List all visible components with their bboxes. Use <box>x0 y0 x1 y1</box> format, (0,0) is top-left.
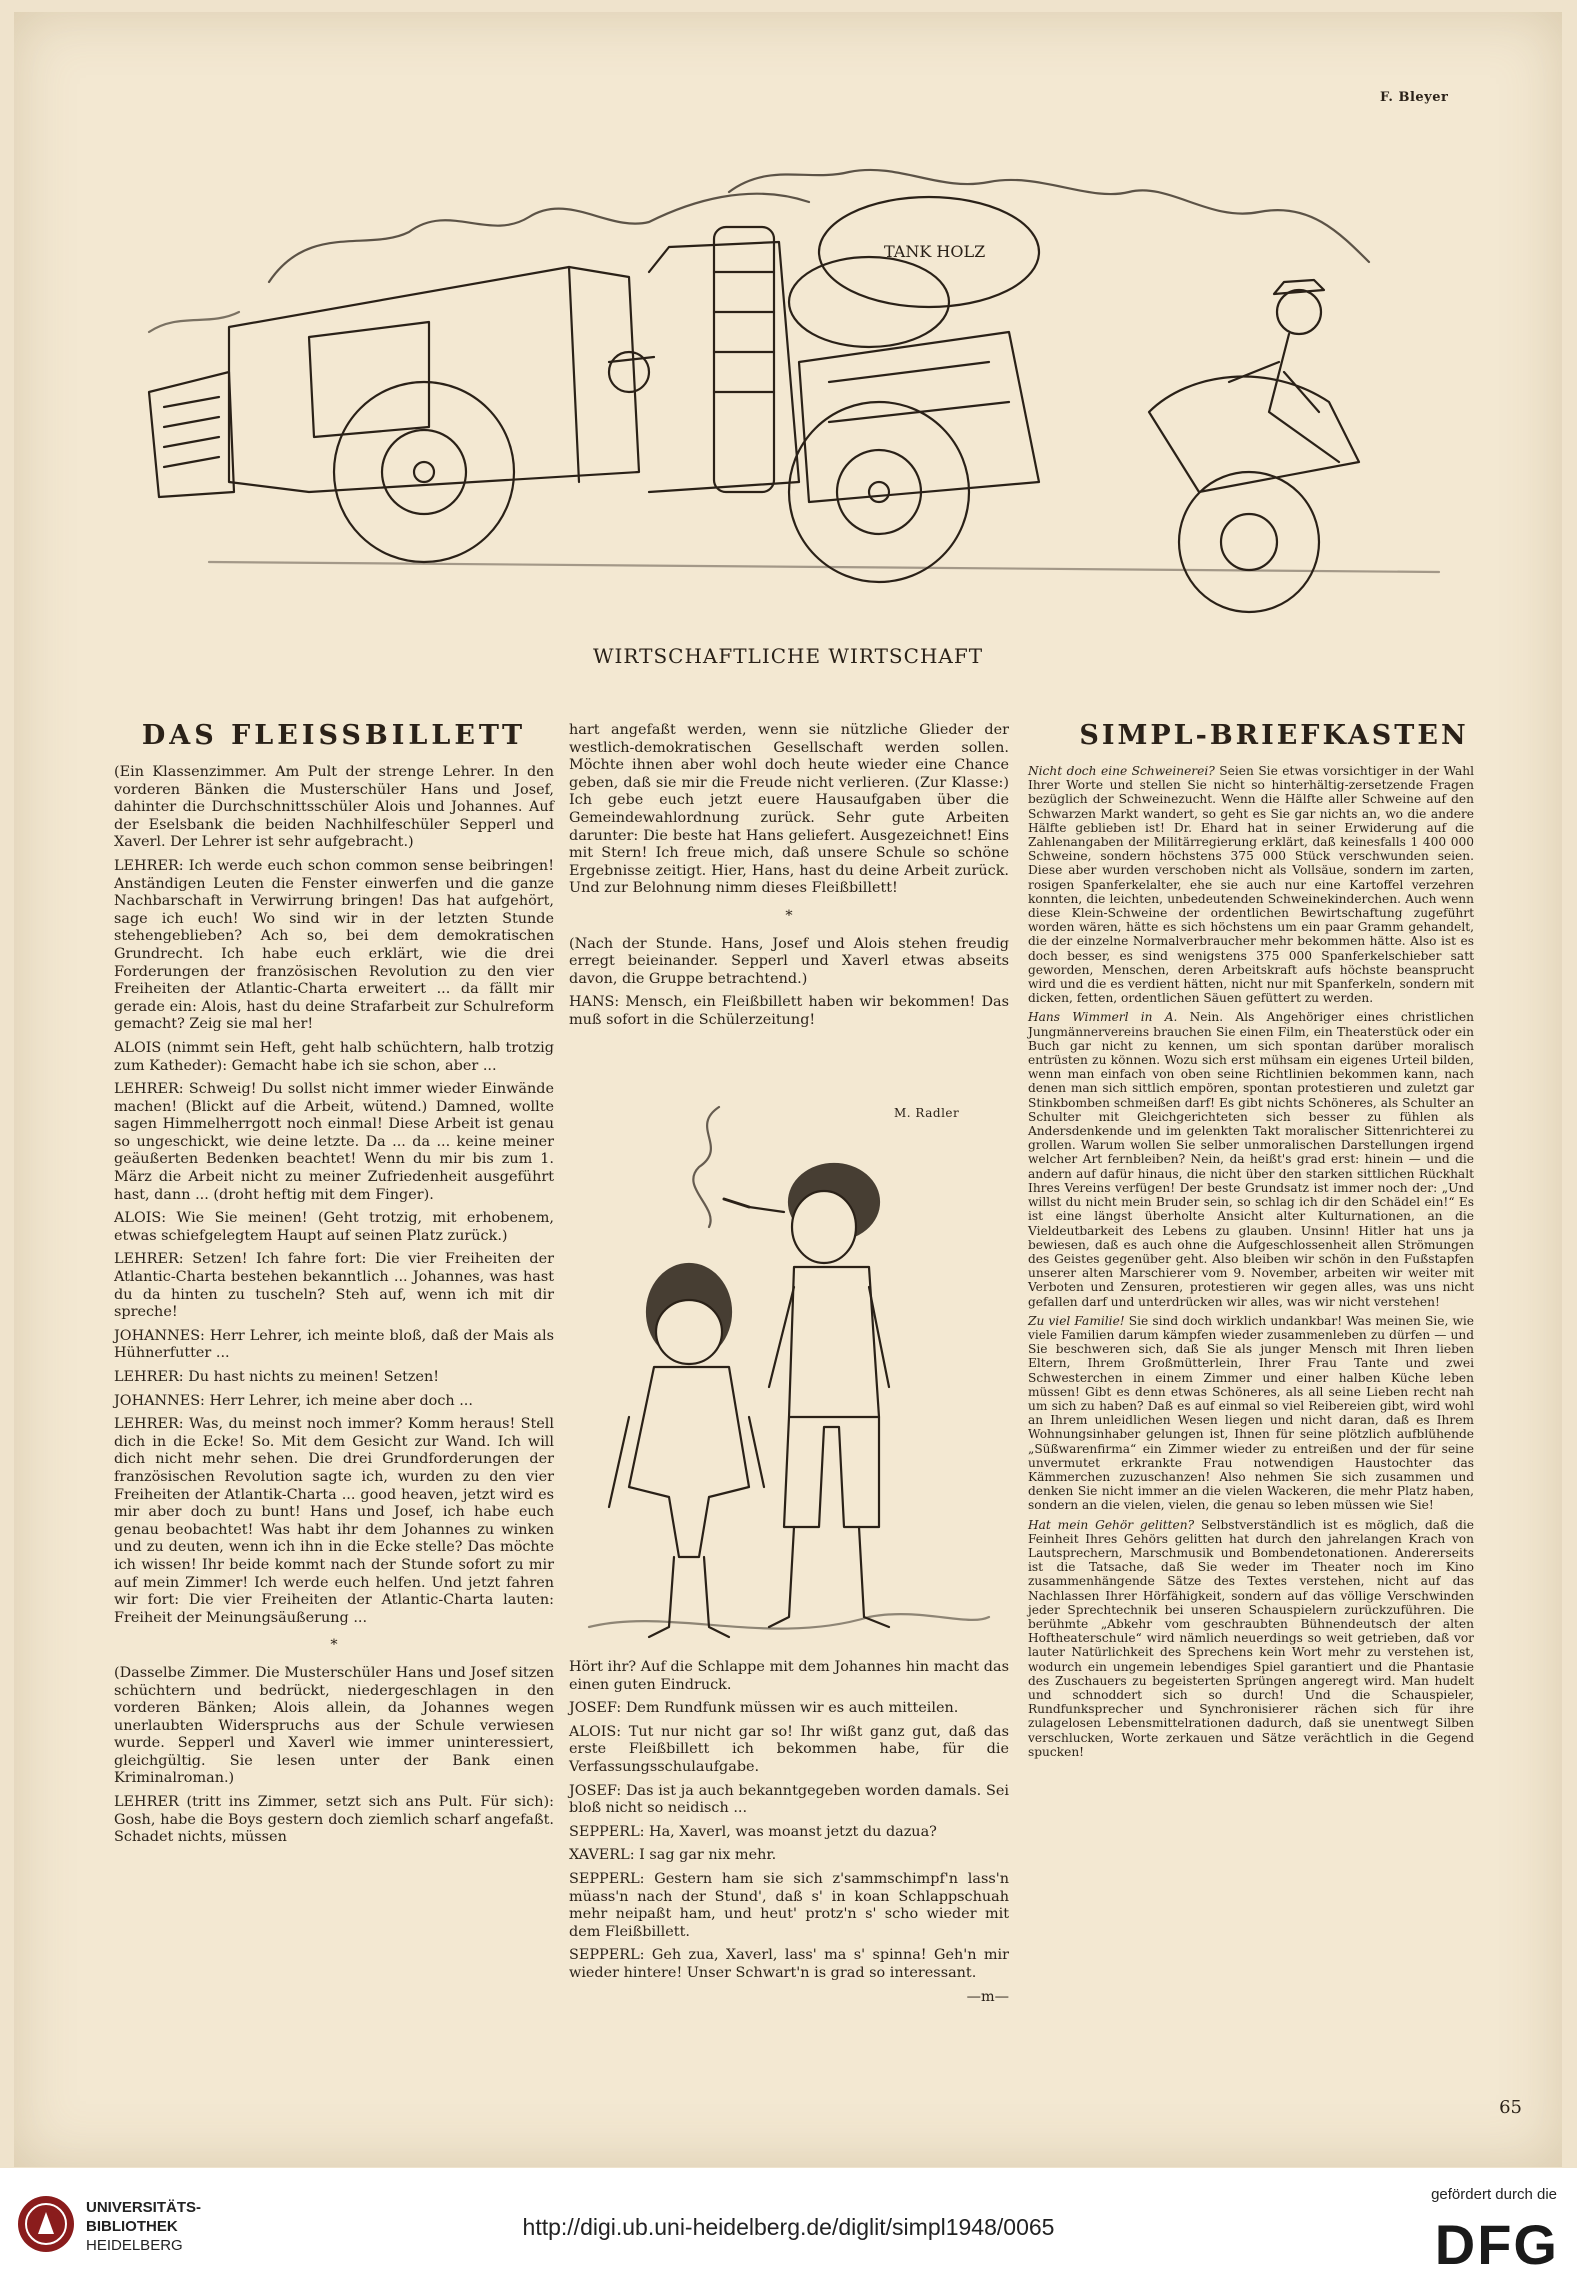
library-name-line: HEIDELBERG <box>86 2237 183 2254</box>
dfg-logo: DFG <box>1434 2213 1559 2276</box>
letter-entry <box>1028 1518 1474 1759</box>
paragraph: LEHRER: Ich werde euch schon common sense beibringen! Anständigen Leuten die Fenster einwerfen und die ganze Nachbarschaft in Verwirrung bringen! Das hat aufgehört, sage ich euch! Wo sind wir in der letzten Stunde stehengeblieben? Ach so, bei dem demokratischen Grundrecht. Ich habe euch erklärt, wie die drei Forderungen der französischen Revolution zu den vier Freiheiten der Atlantic-Charta erweitert ... da fällt mir gerade ein: Alois, hast du deine Strafarbeit zur Schulreform gemacht? Zeig sie mal her! <box>114 857 554 1033</box>
illustrator-credit-top: F. Bleyer <box>1380 90 1449 105</box>
paragraph: LEHRER: Du hast nichts zu meinen! Setzen! <box>114 1369 440 1385</box>
letter-entry <box>1028 1314 1474 1513</box>
letter-lead: Hat mein Gehör gelitten? <box>1028 1517 1195 1532</box>
letter-lead: Hans Wimmerl in A. <box>1028 1010 1178 1025</box>
column-right <box>1028 764 1474 1764</box>
paragraph: LEHRER (tritt ins Zimmer, setzt sich ans Pult. Für sich): Gosh, habe die Boys gestern doch ziemlich scharf angefaßt. Schadet nichts, müssen <box>114 1794 554 1846</box>
letter-entry <box>1028 764 1474 1005</box>
paragraph: LEHRER: Schweig! Du sollst nicht immer wieder Einwände machen! (Blickt auf die Arbeit, wütend.) Damned, wollte sagen Himmelherrgott noch einmal! Diese Arbeit ist genau so ungeschickt, wie deine letzte. Da ... da ... keine meiner geäußerten Bedenken beachtet! Wenn du mir bis zum 1. März die Arbeit nicht zu meiner Zufriedenheit ausgeführt hast, dann ... (droht heftig mit dem Finger). <box>114 1081 554 1203</box>
letter-text: Seien Sie etwas vorsichtiger in der Wahl Ihrer Worte und stellen Sie nicht so hinterhältig-zersetzende Fragen bezüglich der Schweinezucht. Wenn die Hälfte aller Schweine auf den Schwarzen Markt wandert, so geht es Sie gar nichts an, wo die andere Hälfte geblieben ist! Dr. Ehard hat in seiner Erwiderung auf die Zahlenangaben der Militärregierung erklärt, daß keinesfalls 1 400 000 Schweine, sondern höchstens 375 000 Stück verschwunden seien. Diese aber wurden verschoben nicht als Vollsäue, sondern im zarten, rosigen Spanferkelalter, ehe sie auch nur eine Kartoffel verzehren konnten, die leichten, unbedeutenden Schweinekinderchen. Auch wenn diese Klein-Schweine der ordentlichen Bewirtschaftung zugeführt worden wären, hätte es sich höchstens um ein paar Gramm gehandelt, die der einzelne Normalverbraucher mehr bekommen hätte. Also ist es doch besser, es sind wenigstens 375 000 Spanferkelschieber satt geworden, Menschen, deren Arbeitskraft aufs höchste beansprucht wird und die es verdient hätten, nicht nur mit Spanferkeln, sondern mit dicken, fetten, ordentlichen Säuen gefüttert zu werden. <box>1028 764 1474 1006</box>
paragraph: JOHANNES: Herr Lehrer, ich meine aber doch ... <box>114 1392 473 1409</box>
library-name-line: UNIVERSITÄTS- <box>86 2199 202 2216</box>
paragraph: LEHRER: Setzen! Ich fahre fort: Die vier Freiheiten der Atlantic-Charta bestehen bekanntlich ... Johannes, was hast du da hinten zu tuscheln? Steh auf, wenn ich mit dir spreche! <box>114 1251 554 1321</box>
page-number: 65 <box>1499 2097 1522 2118</box>
paragraph: ALOIS: Wie Sie meinen! (Geht trotzig, mit erhobenem, etwas schiefgelegtem Haupt auf seinen Platz zurück.) <box>114 1210 554 1244</box>
permalink-url[interactable]: http://digi.ub.uni-heidelberg.de/diglit/simpl1948/0065 <box>522 2214 1055 2240</box>
illustration-caption: WIRTSCHAFTLICHE WIRTSCHAFT <box>592 644 984 668</box>
letter-lead: Nicht doch eine Schweinerei? <box>1028 764 1215 778</box>
article-title-fleissbillett: DAS FLEISSBILLETT <box>141 720 527 751</box>
paragraph: SEPPERL: Geh zua, Xaverl, lass' ma s' spinna! Geh'n mir wieder hintere! Unser Schwart'n is grad so interessant. <box>569 1947 1009 1981</box>
section-separator: * <box>330 1637 338 1654</box>
digitization-footer <box>0 2168 1577 2288</box>
paragraph: LEHRER: Was, du meinst noch immer? Komm heraus! Stell dich in die Ecke! So. Mit dem Gesicht zur Wand. Ich will dich nicht mehr sehen. Die drei Grundforderungen der französischen Revolution sagte ich, wurden zu den vier Freiheiten der Atlantik-Charta ... good heaven, jetzt wird es mir aber doch zu bunt! Hans und Josef, ich habe euch genau beobachtet! Was habt ihr dem Johannes zu winken und zu deuten, wenn ich ihn in die Ecke stelle? Das möchte ich wissen! Ihr beide kommt nach der Stunde sofort zu mir auf mein Zimmer! Ich werde euch helfen. Und jetzt fahren wir fort: Die vier Freiheiten der Atlantic-Charta lauten: Freiheit der Meinungsäußerung ... <box>114 1416 554 1626</box>
letter-text: Sie sind doch wirklich undankbar! Was meinen Sie, wie viele Familien darum kämpfen wieder zusammenleben zu dürfen — und Sie beschweren sich, daß Sie als junger Mensch mit Ihren lieben Eltern, Ihrem Großmütterlein, Ihrer Frau Tante und zwei Schwesterchen in einem Zimmer und einer halben Küche leben müssen! Gibt es denn etwas Schöneres, als all seine Lieben recht nah um sich zu haben? Daß es auf einmal so viel Reibereien gibt, wird wohl an Ihrem unleidlichen Wesen liegen und nicht daran, daß es Ihrem Wohnungsinhaber gelungen ist, Ihnen für seine plötzlich aufblühende „Süßwarenfirma“ ein Zimmer wieder zu entreißen und der für seine unvermutet erkrankte Frau notwendigen Haustochter das Kämmerchen zuzuschanzen! Also nehmen Sie sich zusammen und denken Sie nicht immer an die vielen Wackeren, die mehr Platz haben, sondern an die vielen, vielen, die genau so leben müssen wie Sie! <box>1028 1313 1474 1513</box>
illustrator-credit-middle: M. Radler <box>894 1106 960 1120</box>
paragraph: SEPPERL: Ha, Xaverl, was moanst jetzt du dazua? <box>569 1823 937 1840</box>
truck-illustration <box>109 162 1509 632</box>
paragraph: (Ein Klassenzimmer. Am Pult der strenge Lehrer. In den vorderen Bänken die Musterschüler Hans und Josef, dahinter die Durchschnittsschüler Alois und Johannes. Auf der Eselsbank die beiden Nachhilfeschüler Sepperl und Xaverl. Der Lehrer ist sehr aufgebracht.) <box>114 764 554 851</box>
paragraph: JOHANNES: Herr Lehrer, ich meinte bloß, daß der Mais als Hühnerfutter ... <box>114 1327 554 1362</box>
column-left <box>114 764 554 1853</box>
paragraph: JOSEF: Das ist ja auch bekanntgegeben worden damals. Sei bloß nicht so neidisch ... <box>569 1782 1009 1817</box>
paragraph: SEPPERL: Gestern ham sie sich z'sammschimpf'n lass'n müass'n nach der Stund', daß s' in koan Schlappschuah mehr neipaßt ham, und heut' protz'n s' scho wieder mit dem Fleißbillett. <box>569 1870 1009 1940</box>
paragraph: ALOIS (nimmt sein Heft, geht halb schüchtern, halb trotzig zum Katheder): Gemacht habe ich sie schon, aber ... <box>114 1039 554 1074</box>
section-separator: * <box>785 907 793 924</box>
svg-text:TANK HOLZ: TANK HOLZ <box>884 242 986 261</box>
paragraph: Hört ihr? Auf die Schlappe mit dem Johannes hin macht das einen guten Eindruck. <box>569 1659 1009 1693</box>
library-name-line: BIBLIOTHEK <box>86 2218 178 2235</box>
paragraph: (Dasselbe Zimmer. Die Musterschüler Hans und Josef sitzen schüchtern und bedrückt, niedergeschlagen in den vorderen Bänken; Alois allein, da Johannes wegen unerlaubten Widerspruchs aus der Schule verwiesen wurde. Sepperl und Xaverl wie immer uninteressiert, gleichgültig. Sie lesen unter der Bank einen Kriminalroman.) <box>114 1664 554 1787</box>
paragraph: JOSEF: Dem Rundfunk müssen wir es auch mitteilen. <box>569 1700 959 1717</box>
letter-text: Nein. Als Angehöriger eines christlichen Jungmännervereins brauchen Sie einen Film, ein Theaterstück oder ein Buch gar nicht zu kennen, um sich spontan darüber moralisch entrüsten zu können. Wozu sich erst mühsam ein eigenes Urteil bilden, wenn man einfach von oben seine Richtlinien bekommen kann, nach denen man sich sittlich empören, spontan protestieren und zuletzt gar Stinkbomben schmeißen darf! Es gibt nichts Schöneres, als Schulter an Schulter mit Gleichgerichteten sich besser zu fühlen als Andersdenkende und im gelenkten Takt moralischer Sittenrichterei zu grollen. Warum wollen Sie selber unmoralischen Darstellungen irgend welcher Art fernbleiben? Nein, da heißt's grad erst: hinein — und die andern auf dafür hinaus, die nicht über den starken sittlichen Rückhalt Ihres Vereins verfügen! Der beste Grundsatz ist immer noch der: „Und willst du nicht mein Bruder sein, so schlag ich dir den Schädel ein!“ Es ist eine längst überholte Ansicht alter Kulturnationen, an die Vieldeutbarkeit des Lebens zu glauben. Unsinn! Hitler hat uns ja bewiesen, daß es auch ohne die Aufgeschlossenheit allen Strömungen des Geistes gegenüber geht. Also bleiben wir schön in den Fußstapfen unserer alten Marschierer vom 9. November, arbeiten wir weiter mit Verboten und Zensuren, protestieren wir gegen alles, was uns nicht gefallen darf und unterdrücken wir alles, was wir nicht verstehen! <box>1028 1010 1474 1309</box>
funding-note: gefördert durch die <box>1431 2186 1557 2203</box>
paragraph: HANS: Mensch, ein Fleißbillett haben wir bekommen! Das muß sofort in die Schülerzeitung! <box>569 994 1009 1028</box>
paragraph: XAVERL: I sag gar nix mehr. <box>569 1847 777 1864</box>
letter-lead: Zu viel Familie! <box>1028 1313 1125 1328</box>
newspaper-page <box>14 12 1562 2167</box>
article-title-briefkasten: SIMPL-BRIEFKASTEN <box>1079 720 1469 751</box>
column-middle <box>569 722 1009 1036</box>
letter-entry <box>1028 1010 1474 1308</box>
paragraph: (Nach der Stunde. Hans, Josef und Alois stehen freudig erregt beieinander. Sepperl und Xaverl etwas abseits davon, die Gruppe betrachtend.) <box>569 935 1009 987</box>
paragraph: hart angefaßt werden, wenn sie nützliche Glieder der westlich-demokratischen Gesellschaft werden sollen. Möchte ihnen aber wohl doch heute wieder eine Chance geben, daß sie mir die Freude nicht verlieren. (Zur Klasse:) Ich gebe euch jetzt euere Hausaufgaben über die Gemeindewahlordnung zurück. Sehr gute Arbeiten darunter: Die beste hat Hans geliefert. Ausgezeichnet! Eins mit Stern! Ich freue mich, daß unsere Schule so schöne Ergebnisse zeitigt. Hier, Hans, hast du deine Arbeit zurück. Und zur Belohnung nimm dieses Fleißbillett! <box>569 722 1009 897</box>
two-boys-illustration <box>569 1087 999 1652</box>
article-signature: —m— <box>966 1988 1009 2005</box>
paragraph: ALOIS: Tut nur nicht gar so! Ihr wißt ganz gut, daß das erste Fleißbillett ich bekommen habe, für die Verfassungsschulaufgabe. <box>569 1723 1009 1775</box>
column-middle-continued <box>569 1659 1009 2012</box>
letter-text: Selbstverständlich ist es möglich, daß die Feinheit Ihres Gehörs gelitten hat durch den jahrelangen Krach von Lautsprechern, Marschmusik und Bombendetonationen. Andererseits ist die Tatsache, daß Sie weder im Theater noch im Kino zusammenhängende Sätze des Textes verstehen, nicht auf das Nachlassen Ihrer Hörfähigkeit, sondern auf das völlige Verschwinden jeder Sprechtechnik bei unseren Schauspielern zurückzuführen. Die berühmte „Abkehr vom geschraubten Bühnendeutsch der alten Hoftheaterschule“ wird nämlich neuerdings so weit getrieben, daß vor lauter Natürlichkeit des Sprechens kein Wort mehr zu verstehen ist, wodurch ein ungemein lebendiges Spiel garantiert und die Phantasie des Zuschauers zu begeisterten Sprüngen angeregt wird. Man hudelt und schnoddert sich so durch! Und die Schauspieler, Rundfunksprecher und Synchronisierer rächen sich für ihre zulagelosen Lebensmittelrationen dadurch, daß sie unentwegt Silben verschlucken, Worte zerkauen und Sätze verächtlich in die Gegend spucken! <box>1028 1517 1474 1759</box>
